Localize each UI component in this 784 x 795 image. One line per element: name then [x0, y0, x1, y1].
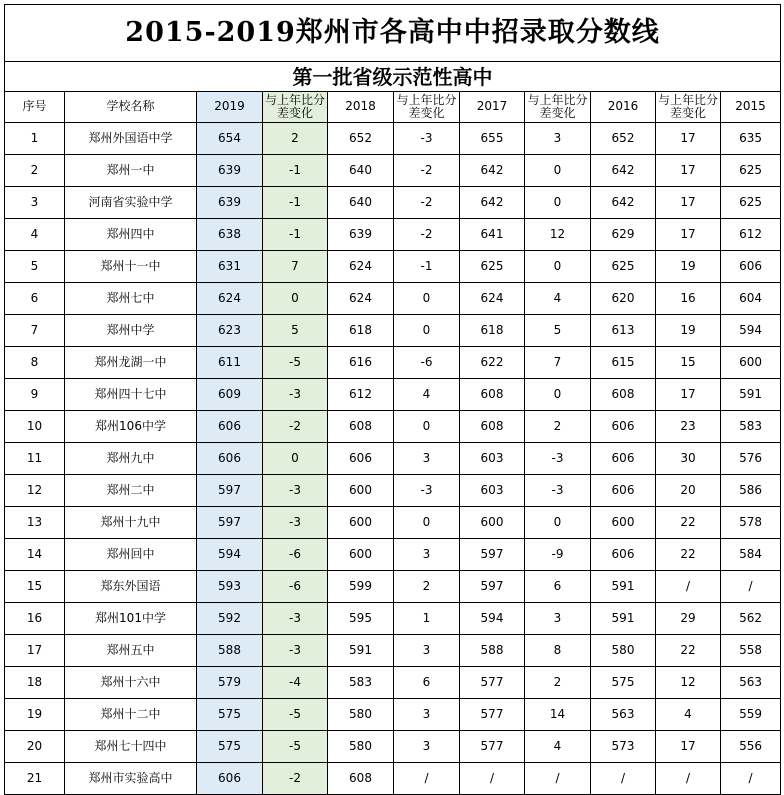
table-cell[interactable]: 郑州中学 — [65, 315, 197, 347]
table-cell[interactable]: 608 — [328, 763, 394, 795]
table-cell[interactable]: 576 — [721, 443, 781, 475]
table-cell[interactable]: 17 — [5, 635, 65, 667]
table-cell[interactable]: 580 — [591, 635, 656, 667]
table-cell[interactable]: 4 — [525, 283, 591, 315]
table-cell[interactable]: 562 — [721, 603, 781, 635]
table-cell[interactable]: 20 — [5, 731, 65, 763]
table-cell[interactable]: 7 — [525, 347, 591, 379]
table-cell[interactable]: 20 — [656, 475, 721, 507]
table-cell[interactable]: -1 — [394, 251, 460, 283]
table-cell[interactable]: 639 — [197, 187, 263, 219]
table-cell[interactable]: -4 — [263, 667, 328, 699]
table-cell[interactable]: 600 — [328, 507, 394, 539]
table-row — [5, 507, 781, 539]
table-cell[interactable]: 23 — [656, 411, 721, 443]
table-cell[interactable]: 608 — [328, 411, 394, 443]
table-cell[interactable]: 3 — [394, 731, 460, 763]
table-cell[interactable]: 12 — [656, 667, 721, 699]
table-cell[interactable]: 625 — [721, 187, 781, 219]
table-cell[interactable]: 625 — [721, 155, 781, 187]
header-cell[interactable]: 2017 — [460, 92, 525, 123]
table-cell[interactable]: 606 — [591, 411, 656, 443]
table-cell[interactable]: 642 — [591, 155, 656, 187]
table-cell[interactable]: -1 — [263, 155, 328, 187]
table-cell[interactable]: 642 — [460, 187, 525, 219]
table-cell[interactable]: 606 — [197, 443, 263, 475]
table-cell[interactable]: 6 — [525, 571, 591, 603]
table-cell[interactable]: 12 — [5, 475, 65, 507]
table-cell[interactable]: 0 — [525, 155, 591, 187]
table-cell[interactable]: 17 — [656, 731, 721, 763]
spreadsheet — [4, 4, 780, 795]
table-cell[interactable]: 郑州十一中 — [65, 251, 197, 283]
table-cell[interactable]: 583 — [328, 667, 394, 699]
table-cell[interactable]: 8 — [525, 635, 591, 667]
table-row — [5, 635, 781, 667]
header-cell[interactable]: 序号 — [5, 92, 65, 123]
table-cell[interactable]: -9 — [525, 539, 591, 571]
table-cell[interactable]: 625 — [591, 251, 656, 283]
page-title[interactable]: 2015-2019郑州市各高中中招录取分数线 — [5, 5, 781, 62]
table-cell[interactable]: 624 — [328, 251, 394, 283]
table-cell[interactable]: 624 — [328, 283, 394, 315]
table-cell[interactable]: 4 — [656, 699, 721, 731]
table-cell[interactable]: -2 — [263, 763, 328, 795]
table-cell[interactable]: 6 — [394, 667, 460, 699]
table-cell[interactable]: -1 — [263, 187, 328, 219]
table-cell[interactable]: / — [721, 763, 781, 795]
table-cell[interactable]: -2 — [263, 411, 328, 443]
table-cell[interactable]: 3 — [394, 539, 460, 571]
table-cell[interactable]: / — [525, 763, 591, 795]
table-cell[interactable]: 575 — [197, 699, 263, 731]
table-cell[interactable]: 7 — [5, 315, 65, 347]
table-cell[interactable]: 575 — [197, 731, 263, 763]
table-row — [5, 187, 781, 219]
table-cell[interactable]: 606 — [591, 539, 656, 571]
table-cell[interactable]: 3 — [525, 123, 591, 155]
header-cell[interactable]: 2016 — [591, 92, 656, 123]
table-cell[interactable]: 588 — [197, 635, 263, 667]
table-row — [5, 379, 781, 411]
table-cell[interactable]: -3 — [394, 123, 460, 155]
table-cell[interactable]: 600 — [328, 475, 394, 507]
header-cell[interactable]: 与上年比分差变化 — [525, 92, 591, 123]
table-cell[interactable]: 595 — [328, 603, 394, 635]
table-cell[interactable]: 3 — [525, 603, 591, 635]
table-cell[interactable]: 3 — [394, 443, 460, 475]
header-cell[interactable]: 与上年比分差变化 — [394, 92, 460, 123]
table-cell[interactable]: 5 — [263, 315, 328, 347]
table-cell[interactable]: -1 — [263, 219, 328, 251]
table-row — [5, 763, 781, 795]
table-cell[interactable]: 0 — [525, 187, 591, 219]
table-cell[interactable]: 郑州101中学 — [65, 603, 197, 635]
table-row — [5, 571, 781, 603]
table-row — [5, 283, 781, 315]
table-cell[interactable]: / — [460, 763, 525, 795]
table-cell[interactable]: 14 — [525, 699, 591, 731]
table-cell[interactable]: -6 — [394, 347, 460, 379]
table-cell[interactable]: 6 — [5, 283, 65, 315]
table-cell[interactable]: 652 — [328, 123, 394, 155]
table-cell[interactable]: 0 — [525, 507, 591, 539]
table-cell[interactable]: 郑州市实验高中 — [65, 763, 197, 795]
table-cell[interactable]: 16 — [656, 283, 721, 315]
table-cell[interactable]: 578 — [721, 507, 781, 539]
table-cell[interactable]: 613 — [591, 315, 656, 347]
table-cell[interactable]: 17 — [656, 379, 721, 411]
table-cell[interactable]: -3 — [263, 635, 328, 667]
table-cell[interactable]: 17 — [656, 187, 721, 219]
table-cell[interactable]: 0 — [525, 251, 591, 283]
table-cell[interactable]: 1 — [394, 603, 460, 635]
table-cell[interactable]: 郑州外国语中学 — [65, 123, 197, 155]
table-cell[interactable]: 0 — [525, 379, 591, 411]
table-cell[interactable]: 558 — [721, 635, 781, 667]
table-cell[interactable]: 592 — [197, 603, 263, 635]
table-cell[interactable]: -3 — [525, 443, 591, 475]
table-cell[interactable]: 591 — [591, 603, 656, 635]
table-cell[interactable]: 620 — [591, 283, 656, 315]
table-cell[interactable]: 9 — [5, 379, 65, 411]
table-cell[interactable]: 586 — [721, 475, 781, 507]
table-cell[interactable]: 603 — [460, 475, 525, 507]
table-cell[interactable]: 19 — [656, 251, 721, 283]
table-cell[interactable]: -3 — [263, 379, 328, 411]
table-cell[interactable]: / — [591, 763, 656, 795]
table-cell[interactable]: 639 — [328, 219, 394, 251]
table-cell[interactable]: 10 — [5, 411, 65, 443]
table-row — [5, 475, 781, 507]
table-cell[interactable]: 22 — [656, 507, 721, 539]
table-cell[interactable]: 655 — [460, 123, 525, 155]
table-cell[interactable]: 609 — [197, 379, 263, 411]
table-cell[interactable]: 594 — [460, 603, 525, 635]
table-cell[interactable]: 577 — [460, 699, 525, 731]
table-cell[interactable]: -3 — [263, 603, 328, 635]
table-cell[interactable]: -2 — [394, 155, 460, 187]
table-cell[interactable]: 611 — [197, 347, 263, 379]
table-cell[interactable]: 603 — [460, 443, 525, 475]
table-row — [5, 539, 781, 571]
table-cell[interactable]: 608 — [591, 379, 656, 411]
table-cell[interactable]: 29 — [656, 603, 721, 635]
table-cell[interactable]: 郑州龙湖一中 — [65, 347, 197, 379]
table-cell[interactable]: 638 — [197, 219, 263, 251]
header-cell[interactable]: 2015 — [721, 92, 781, 123]
table-cell[interactable]: 612 — [328, 379, 394, 411]
table-cell[interactable]: 622 — [460, 347, 525, 379]
table-cell[interactable]: 640 — [328, 155, 394, 187]
table-cell[interactable]: 600 — [721, 347, 781, 379]
table-cell[interactable]: 7 — [263, 251, 328, 283]
table-cell[interactable]: 2 — [525, 411, 591, 443]
table-cell[interactable]: 606 — [328, 443, 394, 475]
table-cell[interactable]: 3 — [5, 187, 65, 219]
table-cell[interactable]: -3 — [263, 507, 328, 539]
table-cell[interactable]: 573 — [591, 731, 656, 763]
table-row — [5, 667, 781, 699]
table-cell[interactable]: / — [721, 571, 781, 603]
table-cell[interactable]: -3 — [525, 475, 591, 507]
section-title[interactable]: 第一批省级示范性高中 — [5, 62, 781, 92]
table-cell[interactable]: 4 — [394, 379, 460, 411]
table-cell[interactable]: 597 — [460, 539, 525, 571]
table-cell[interactable]: 河南省实验中学 — [65, 187, 197, 219]
table-cell[interactable]: 2 — [525, 667, 591, 699]
table-cell[interactable]: 郑州十六中 — [65, 667, 197, 699]
table-cell[interactable]: 591 — [328, 635, 394, 667]
table-cell[interactable]: 584 — [721, 539, 781, 571]
table-cell[interactable]: 郑州回中 — [65, 539, 197, 571]
table-cell[interactable]: 597 — [197, 507, 263, 539]
table-row — [5, 155, 781, 187]
table-cell[interactable]: 2 — [394, 571, 460, 603]
table-cell[interactable]: 563 — [591, 699, 656, 731]
table-cell[interactable]: 郑州五中 — [65, 635, 197, 667]
header-cell[interactable]: 学校名称 — [65, 92, 197, 123]
table-cell[interactable]: 618 — [328, 315, 394, 347]
table-cell[interactable]: 22 — [656, 635, 721, 667]
table-cell[interactable]: 608 — [460, 411, 525, 443]
table-cell[interactable]: -3 — [263, 475, 328, 507]
table-cell[interactable]: 579 — [197, 667, 263, 699]
table-row — [5, 699, 781, 731]
table-cell[interactable]: 13 — [5, 507, 65, 539]
table-cell[interactable]: 5 — [525, 315, 591, 347]
table-cell[interactable]: 郑州一中 — [65, 155, 197, 187]
table-cell[interactable]: 623 — [197, 315, 263, 347]
table-cell[interactable]: 郑州七十四中 — [65, 731, 197, 763]
table-cell[interactable]: 12 — [525, 219, 591, 251]
table-cell[interactable]: 郑州九中 — [65, 443, 197, 475]
table-cell[interactable]: 597 — [197, 475, 263, 507]
table-cell[interactable]: 15 — [656, 347, 721, 379]
table-cell[interactable]: -2 — [394, 187, 460, 219]
table-row — [5, 603, 781, 635]
table-cell[interactable]: 600 — [460, 507, 525, 539]
table-cell[interactable]: 629 — [591, 219, 656, 251]
table-cell[interactable]: 606 — [591, 443, 656, 475]
table-cell[interactable]: 郑州七中 — [65, 283, 197, 315]
table-cell[interactable]: 654 — [197, 123, 263, 155]
table-row — [5, 315, 781, 347]
table-cell[interactable]: 2 — [263, 123, 328, 155]
table-cell[interactable]: 624 — [460, 283, 525, 315]
table-cell[interactable]: 郑州四十七中 — [65, 379, 197, 411]
table-cell[interactable]: 0 — [263, 443, 328, 475]
table-cell[interactable]: 1 — [5, 123, 65, 155]
table-cell[interactable]: 599 — [328, 571, 394, 603]
table-cell[interactable]: 4 — [5, 219, 65, 251]
table-cell[interactable]: / — [394, 763, 460, 795]
table-cell[interactable]: 594 — [197, 539, 263, 571]
table-cell[interactable]: -5 — [263, 699, 328, 731]
table-cell[interactable]: 559 — [721, 699, 781, 731]
table-cell[interactable]: 0 — [394, 283, 460, 315]
table-cell[interactable]: 郑州106中学 — [65, 411, 197, 443]
table-cell[interactable]: 0 — [394, 507, 460, 539]
table-cell[interactable]: 612 — [721, 219, 781, 251]
table-cell[interactable]: -3 — [394, 475, 460, 507]
table-cell[interactable]: 郑州十二中 — [65, 699, 197, 731]
table-cell[interactable]: 18 — [5, 667, 65, 699]
table-cell[interactable]: 14 — [5, 539, 65, 571]
table-cell[interactable]: 563 — [721, 667, 781, 699]
table-cell[interactable]: / — [656, 571, 721, 603]
table-cell[interactable]: -6 — [263, 571, 328, 603]
table-cell[interactable]: 640 — [328, 187, 394, 219]
table-cell[interactable]: 618 — [460, 315, 525, 347]
table-cell[interactable]: 635 — [721, 123, 781, 155]
table-cell[interactable]: 591 — [721, 379, 781, 411]
score-table — [4, 4, 781, 795]
header-cell[interactable]: 2018 — [328, 92, 394, 123]
table-cell[interactable]: 16 — [5, 603, 65, 635]
table-cell[interactable]: 608 — [460, 379, 525, 411]
table-row — [5, 219, 781, 251]
table-cell[interactable]: 4 — [525, 731, 591, 763]
table-cell[interactable]: 606 — [197, 763, 263, 795]
table-cell[interactable]: -5 — [263, 347, 328, 379]
table-cell[interactable]: 577 — [460, 667, 525, 699]
table-cell[interactable]: 616 — [328, 347, 394, 379]
table-cell[interactable]: 597 — [460, 571, 525, 603]
table-cell[interactable]: 0 — [263, 283, 328, 315]
table-cell[interactable]: 2 — [5, 155, 65, 187]
table-cell[interactable]: -2 — [394, 219, 460, 251]
table-cell[interactable]: 0 — [394, 315, 460, 347]
table-cell[interactable]: -5 — [263, 731, 328, 763]
header-row — [5, 92, 781, 123]
table-cell[interactable]: 17 — [656, 219, 721, 251]
table-cell[interactable]: 600 — [591, 507, 656, 539]
table-cell[interactable]: 11 — [5, 443, 65, 475]
table-cell[interactable]: 606 — [197, 411, 263, 443]
table-cell[interactable]: 615 — [591, 347, 656, 379]
table-cell[interactable]: 606 — [721, 251, 781, 283]
table-cell[interactable]: 639 — [197, 155, 263, 187]
table-cell[interactable]: 594 — [721, 315, 781, 347]
table-cell[interactable]: 19 — [656, 315, 721, 347]
table-cell[interactable]: 郑州四中 — [65, 219, 197, 251]
table-cell[interactable]: 642 — [460, 155, 525, 187]
table-cell[interactable]: 17 — [656, 123, 721, 155]
table-cell[interactable]: 604 — [721, 283, 781, 315]
table-cell[interactable]: 22 — [656, 539, 721, 571]
table-cell[interactable]: 593 — [197, 571, 263, 603]
table-cell[interactable]: 624 — [197, 283, 263, 315]
table-cell[interactable]: 580 — [328, 731, 394, 763]
table-cell[interactable]: 15 — [5, 571, 65, 603]
table-cell[interactable]: 641 — [460, 219, 525, 251]
table-cell[interactable]: / — [656, 763, 721, 795]
table-cell[interactable]: 588 — [460, 635, 525, 667]
table-cell[interactable]: 郑州十九中 — [65, 507, 197, 539]
table-row — [5, 411, 781, 443]
table-cell[interactable]: 30 — [656, 443, 721, 475]
table-cell[interactable]: 3 — [394, 635, 460, 667]
header-cell[interactable]: 与上年比分差变化 — [656, 92, 721, 123]
table-row — [5, 123, 781, 155]
table-cell[interactable]: -6 — [263, 539, 328, 571]
table-cell[interactable]: 郑东外国语 — [65, 571, 197, 603]
table-row — [5, 251, 781, 283]
table-cell[interactable]: 600 — [328, 539, 394, 571]
table-cell[interactable]: 17 — [656, 155, 721, 187]
table-row — [5, 443, 781, 475]
table-cell[interactable]: 3 — [394, 699, 460, 731]
table-cell[interactable]: 642 — [591, 187, 656, 219]
table-cell[interactable]: 8 — [5, 347, 65, 379]
table-cell[interactable]: 583 — [721, 411, 781, 443]
table-cell[interactable]: 591 — [591, 571, 656, 603]
table-cell[interactable]: 625 — [460, 251, 525, 283]
table-cell[interactable]: 580 — [328, 699, 394, 731]
header-cell[interactable]: 2019 — [197, 92, 263, 123]
table-cell[interactable]: 21 — [5, 763, 65, 795]
table-cell[interactable]: 556 — [721, 731, 781, 763]
table-cell[interactable]: 575 — [591, 667, 656, 699]
table-cell[interactable]: 19 — [5, 699, 65, 731]
table-row — [5, 731, 781, 763]
header-cell[interactable]: 与上年比分差变化 — [263, 92, 328, 123]
table-cell[interactable]: 577 — [460, 731, 525, 763]
table-cell[interactable]: 5 — [5, 251, 65, 283]
table-cell[interactable]: 652 — [591, 123, 656, 155]
table-cell[interactable]: 郑州二中 — [65, 475, 197, 507]
table-cell[interactable]: 0 — [394, 411, 460, 443]
table-cell[interactable]: 606 — [591, 475, 656, 507]
table-row — [5, 347, 781, 379]
table-cell[interactable]: 631 — [197, 251, 263, 283]
